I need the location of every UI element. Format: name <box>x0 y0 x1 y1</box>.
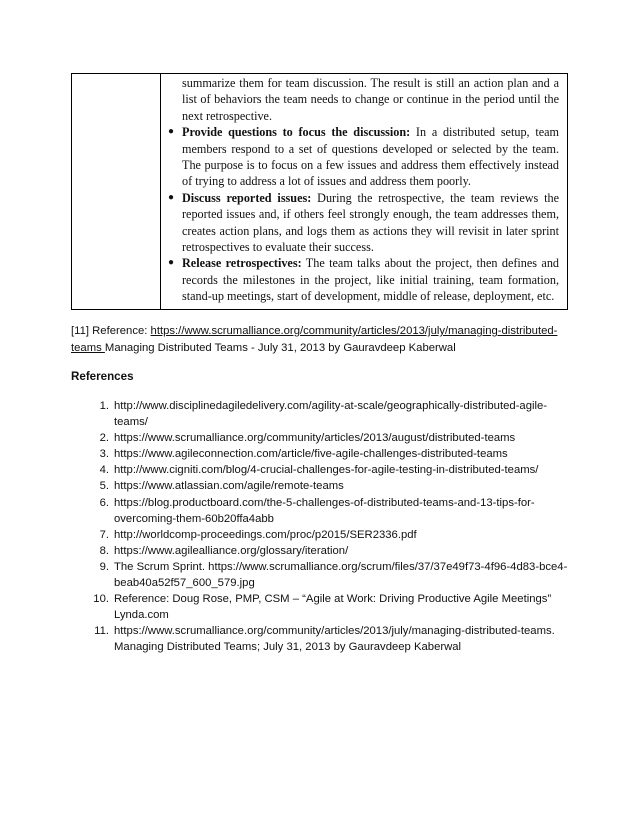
bullet-dot-icon: ● <box>168 257 175 269</box>
bullet-title: Provide questions to focus the discussion: <box>182 125 411 140</box>
list-item <box>93 559 573 591</box>
citation-line <box>71 323 571 357</box>
list-item-number: 2. <box>99 432 109 445</box>
references-list <box>93 398 573 656</box>
list-item-number: 4. <box>99 464 109 477</box>
bullet-dot-icon: ● <box>168 126 175 138</box>
list-item <box>93 478 573 494</box>
list-item-number: 3. <box>99 448 109 461</box>
bullet-title: Release retrospectives: <box>182 256 302 271</box>
list-item <box>93 591 573 623</box>
bullet-title: Discuss reported issues: <box>182 190 312 205</box>
list-item-number: 7. <box>99 528 109 541</box>
citation-suffix: Managing Distributed Teams - July 31, 2013 by Gauravdeep Kaberwal <box>104 342 456 354</box>
bullet-text: During the retrospective, the team reviews the reported issues and, if others feel strongly enough, the team addresses them, creates action plans, and logs them as actions they will revisit in later sprint retrospectives to evaluate their success. <box>182 190 560 255</box>
reference-text: http://www.disciplinedagiledelivery.com/agility-at-scale/geographically-distributed-agile-teams/ <box>114 400 548 429</box>
citation-prefix: [11] Reference: <box>71 325 151 337</box>
list-item <box>93 398 573 430</box>
list-item <box>93 446 573 462</box>
reference-text: https://www.atlassian.com/agile/remote-teams <box>114 480 344 493</box>
references-heading: References <box>71 370 134 383</box>
bullet-item-release-retrospectives <box>168 255 560 304</box>
list-item <box>93 462 573 478</box>
bullet-item-questions <box>168 124 560 190</box>
list-item-number: 1. <box>99 400 109 412</box>
retrospective-table <box>71 73 568 310</box>
bullet-text: The team talks about the project, then defines and records the milestones in the project, like initial training, team formation, stand-up meetings, start of development, middle of release, deployment, etc. <box>182 256 560 304</box>
reference-text: https://www.scrumalliance.org/community/articles/2013/august/distributed-teams <box>114 432 516 445</box>
reference-text: Reference: Doug Rose, PMP, CSM – “Agile at Work: Driving Productive Agile Meetings” Lynda.com <box>114 593 552 622</box>
table-content-cell <box>161 74 567 305</box>
list-item-number: 5. <box>99 480 109 493</box>
list-item <box>93 527 573 543</box>
list-item <box>93 430 573 446</box>
reference-text: https://blog.productboard.com/the-5-challenges-of-distributed-teams-and-13-tips-for-overcoming-them-60b20ffa4abb <box>114 496 535 525</box>
list-item <box>93 543 573 559</box>
list-item-number: 6. <box>99 496 109 509</box>
bullet-item-reported-issues <box>168 190 560 256</box>
reference-text: http://worldcomp-proceedings.com/proc/p2015/SER2336.pdf <box>114 528 417 541</box>
continuation-text: summarize them for team discussion. The result is still an action plan and a list of behaviors the team needs to change or continue in the period until the next retrospective. <box>182 76 559 123</box>
list-item <box>93 495 573 527</box>
bullet-text: In a distributed setup, team members respond to a set of questions developed or selected by the team. The purpose is to focus on a few issues and address them effectively instead of trying to address a lot of issues and address them poorly. <box>182 125 560 189</box>
list-item-number: 8. <box>99 544 109 557</box>
list-item-number: 10. <box>93 593 109 606</box>
bullet-dot-icon: ● <box>168 191 175 203</box>
reference-text: The Scrum Sprint. https://www.scrumalliance.org/scrum/files/37/37e49f73-4f96-4d83-bce4-beab40a52f57_600_579.jpg <box>114 560 568 590</box>
reference-text: https://www.scrumalliance.org/community/articles/2013/july/managing-distributed-teams. Managing Distributed Teams; July 31, 2013 by Gauravdeep Kaberwal <box>114 625 555 654</box>
list-item <box>93 623 573 655</box>
retrospective-bullet-list <box>168 124 560 304</box>
reference-text: https://www.agileconnection.com/article/five-agile-challenges-distributed-teams <box>114 448 508 461</box>
citation-link[interactable]: https://www.scrumalliance.org/community/articles/2013/july/managing-distributed-teams <box>71 325 558 354</box>
list-item-number: 11. <box>94 625 109 638</box>
list-item-number: 9. <box>99 560 109 573</box>
reference-text: http://www.cigniti.com/blog/4-crucial-challenges-for-agile-testing-in-distributed-teams/ <box>114 464 539 477</box>
reference-text: https://www.agilealliance.org/glossary/iteration/ <box>114 544 349 557</box>
